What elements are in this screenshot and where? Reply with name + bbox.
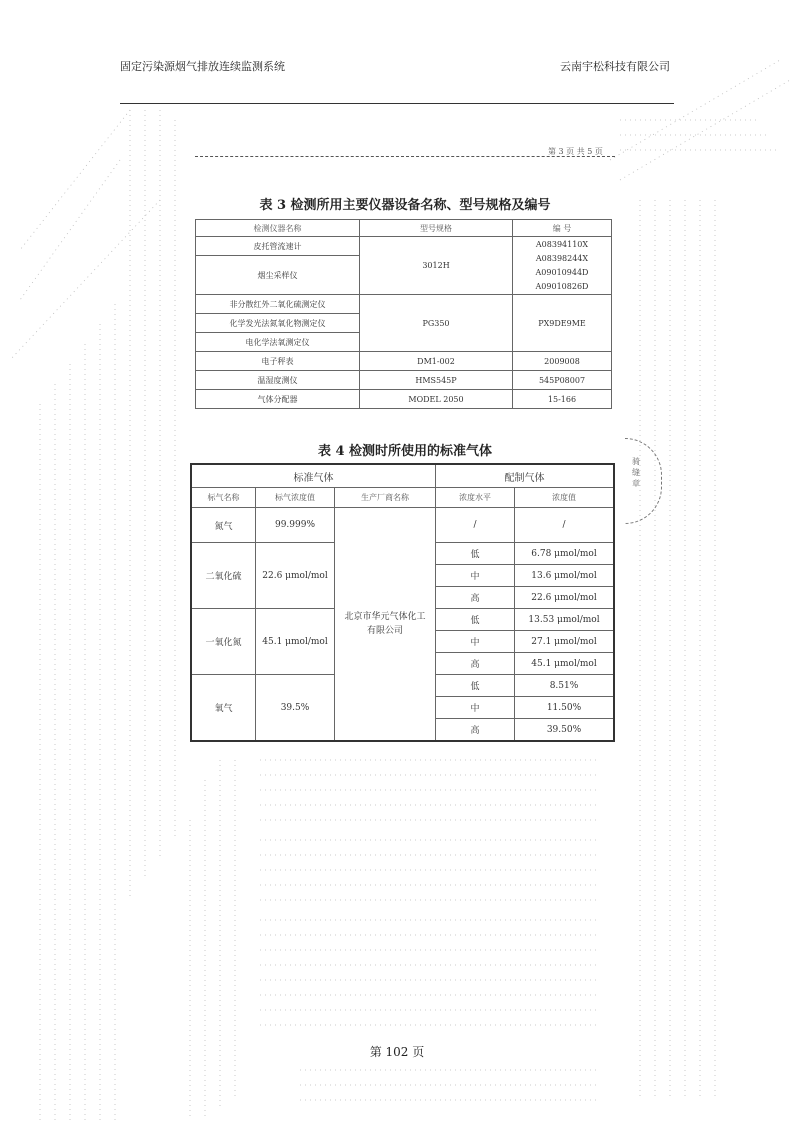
gas-conc-cell: 39.5% bbox=[256, 675, 335, 742]
value-cell: / bbox=[515, 508, 615, 543]
header-cell: 浓度水平 bbox=[436, 488, 515, 508]
manufacturer-cell: 北京市华元气体化工有限公司 bbox=[335, 508, 436, 742]
gas-conc-cell: 99.999% bbox=[256, 508, 335, 543]
level-cell: 低 bbox=[436, 543, 515, 565]
table-row bbox=[196, 352, 612, 371]
gas-conc-cell: 22.6 μmol/mol bbox=[256, 543, 335, 609]
group-header-cell: 标准气体 bbox=[191, 464, 436, 488]
header-cell: 编 号 bbox=[513, 220, 612, 237]
table-header-row bbox=[191, 488, 614, 508]
table-cell: PG350 bbox=[360, 295, 513, 352]
table-cell: 545P08007 bbox=[513, 371, 612, 390]
gas-conc-cell: 45.1 μmol/mol bbox=[256, 609, 335, 675]
table-cell: 气体分配器 bbox=[196, 390, 360, 409]
header-left: 固定污染源烟气排放连续监测系统 bbox=[120, 60, 285, 73]
page-number: 第 102 页 bbox=[369, 1045, 425, 1059]
level-cell: 中 bbox=[436, 565, 515, 587]
table-cell bbox=[513, 237, 612, 295]
value-cell: 45.1 μmol/mol bbox=[515, 653, 615, 675]
table-row bbox=[191, 508, 614, 543]
group-header-cell: 配制气体 bbox=[436, 464, 615, 488]
inner-divider bbox=[195, 156, 615, 157]
table-cell: PX9DE9ME bbox=[513, 295, 612, 352]
seal-stamp-text: 骑缝章 bbox=[632, 457, 640, 488]
standard-gas-table bbox=[190, 463, 615, 742]
table-cell: 2009008 bbox=[513, 352, 612, 371]
header-cell: 浓度值 bbox=[515, 488, 615, 508]
level-cell: 中 bbox=[436, 697, 515, 719]
table-cell: 电化学法氧测定仪 bbox=[196, 333, 360, 352]
header-cell: 标气名称 bbox=[191, 488, 256, 508]
table-cell: 皮托管流速计 bbox=[196, 237, 360, 256]
header-cell: 检测仪器名称 bbox=[196, 220, 360, 237]
table-cell: DM1-002 bbox=[360, 352, 513, 371]
value-cell: 13.53 μmol/mol bbox=[515, 609, 615, 631]
serial-number: A09010944D bbox=[535, 267, 589, 277]
value-cell: 39.50% bbox=[515, 719, 615, 742]
seal-stamp bbox=[625, 438, 662, 524]
table-cell: 电子秤表 bbox=[196, 352, 360, 371]
gas-name-cell: 氧气 bbox=[191, 675, 256, 742]
level-cell: 低 bbox=[436, 675, 515, 697]
value-cell: 13.6 μmol/mol bbox=[515, 565, 615, 587]
value-cell: 27.1 μmol/mol bbox=[515, 631, 615, 653]
serial-number: A08398244X bbox=[535, 253, 589, 263]
header-cell: 生产厂商名称 bbox=[335, 488, 436, 508]
table-row bbox=[196, 295, 612, 314]
level-cell: 高 bbox=[436, 719, 515, 742]
level-cell: 高 bbox=[436, 587, 515, 609]
value-cell: 11.50% bbox=[515, 697, 615, 719]
header-cell: 标气浓度值 bbox=[256, 488, 335, 508]
header-cell: 型号规格 bbox=[360, 220, 513, 237]
instrument-table bbox=[195, 219, 612, 409]
value-cell: 22.6 μmol/mol bbox=[515, 587, 615, 609]
header-divider bbox=[120, 103, 674, 104]
table-cell: 化学发光法氮氧化物测定仪 bbox=[196, 314, 360, 333]
table-row bbox=[196, 390, 612, 409]
gas-name-cell: 二氧化硫 bbox=[191, 543, 256, 609]
table-header-row bbox=[196, 220, 612, 237]
serial-number: A08394110X bbox=[535, 239, 589, 249]
table-cell: 3012H bbox=[360, 237, 513, 295]
header-right: 云南宇松科技有限公司 bbox=[560, 60, 670, 73]
table4-title: 表 4 检测时所使用的标准气体 bbox=[317, 444, 493, 459]
table-cell: 15-166 bbox=[513, 390, 612, 409]
inner-page-number: 第 3 页 共 5 页 bbox=[548, 147, 603, 156]
table3-title: 表 3 检测所用主要仪器设备名称、型号规格及编号 bbox=[259, 198, 551, 213]
value-cell: 6.78 μmol/mol bbox=[515, 543, 615, 565]
table-group-header-row bbox=[191, 464, 614, 488]
table-row bbox=[196, 371, 612, 390]
level-cell: 低 bbox=[436, 609, 515, 631]
serial-number: A09010826D bbox=[535, 281, 589, 291]
level-cell: 高 bbox=[436, 653, 515, 675]
table-cell: MODEL 2050 bbox=[360, 390, 513, 409]
value-cell: 8.51% bbox=[515, 675, 615, 697]
table-row bbox=[196, 237, 612, 256]
table-cell: 烟尘采样仪 bbox=[196, 256, 360, 295]
table-cell: 温湿度测仪 bbox=[196, 371, 360, 390]
table-cell: HMS545P bbox=[360, 371, 513, 390]
table-cell: 非分散红外二氧化硫测定仪 bbox=[196, 295, 360, 314]
level-cell: / bbox=[436, 508, 515, 543]
gas-name-cell: 氮气 bbox=[191, 508, 256, 543]
gas-name-cell: 一氧化氮 bbox=[191, 609, 256, 675]
level-cell: 中 bbox=[436, 631, 515, 653]
